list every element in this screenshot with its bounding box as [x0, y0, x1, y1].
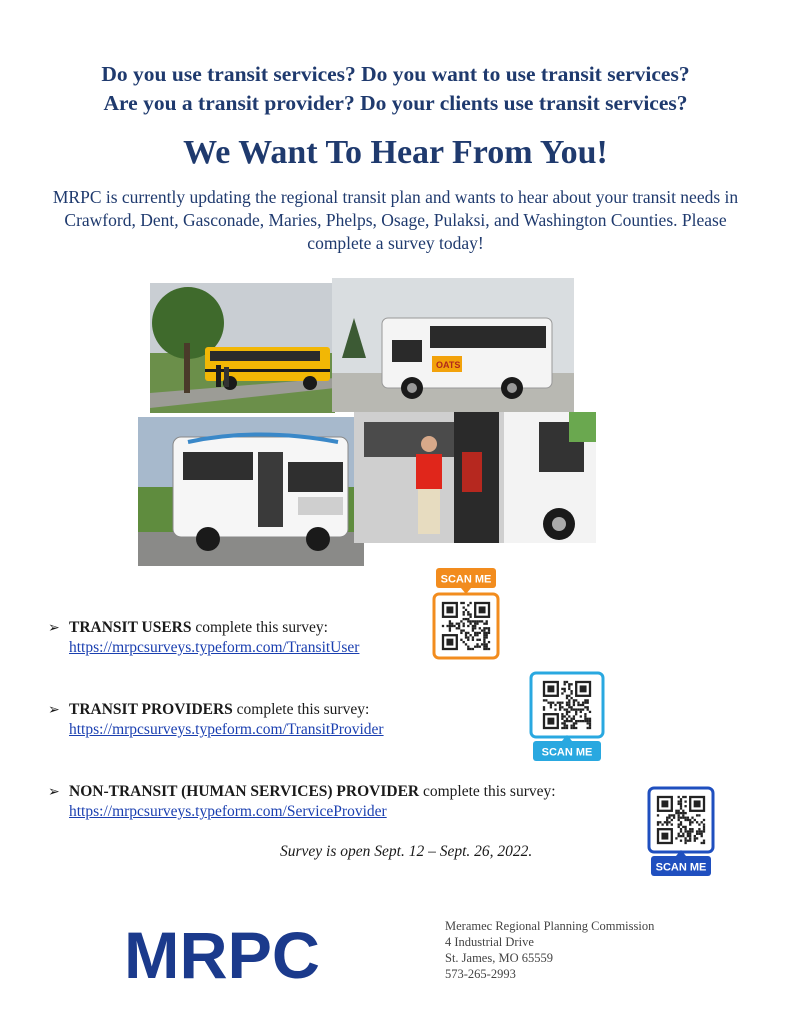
org-name: Meramec Regional Planning Commission [445, 919, 655, 933]
arrow-bullet-icon: ➢ [48, 702, 60, 718]
survey-item-transit-users [48, 618, 428, 660]
qr-code-transit-users[interactable] [432, 566, 500, 660]
phone-number: 573-265-2993 [445, 967, 516, 981]
survey-item-non-transit-provider [48, 782, 648, 824]
survey-item-transit-providers [48, 700, 468, 742]
arrow-bullet-icon: ➢ [48, 784, 60, 800]
transit-user-survey-link[interactable]: https://mrpcsurveys.typeform.com/TransitUser [69, 639, 360, 656]
oats-bus-photo [332, 278, 574, 412]
qr-code-service-provider[interactable] [647, 786, 715, 880]
survey-label-non-transit-provider: NON-TRANSIT (HUMAN SERVICES) PROVIDER complete this survey: [69, 783, 556, 800]
page-title: We Want To Hear From You! [183, 134, 608, 171]
survey-label-transit-users: TRANSIT USERS complete this survey: [69, 619, 328, 636]
intro-paragraph: MRPC is currently updating the regional transit plan and wants to hear about your transit needs in Crawford, Dent, Gasconade, Maries, Phelps, Osage, Pulaksi, and Washington Counties. Please complete a survey today! [52, 187, 739, 253]
scan-me-label: SCAN ME [440, 573, 492, 586]
scan-me-label: SCAN ME [655, 861, 707, 874]
survey-dates: Survey is open Sept. 12 – Sept. 26, 2022. [280, 843, 533, 860]
question-line-2: Are you a transit provider? Do your clients use transit services? [103, 91, 688, 115]
question-line-1: Do you use transit services? Do you want to use transit services? [101, 62, 690, 86]
transit-provider-survey-link[interactable]: https://mrpcsurveys.typeform.com/TransitProvider [69, 721, 384, 738]
boarding-bus-photo [354, 412, 596, 543]
arrow-bullet-icon: ➢ [48, 620, 60, 636]
school-bus-photo [150, 283, 335, 413]
survey-label-transit-providers: TRANSIT PROVIDERS complete this survey: [69, 701, 370, 718]
qr-code-transit-providers[interactable] [529, 671, 605, 765]
city-state-zip: St. James, MO 65559 [445, 951, 553, 965]
mrpc-logo [124, 928, 320, 980]
scan-me-label: SCAN ME [541, 746, 593, 759]
service-provider-survey-link[interactable]: https://mrpcsurveys.typeform.com/ServiceProvider [69, 803, 387, 820]
shuttle-bus-photo [138, 417, 364, 566]
contact-address [445, 918, 654, 982]
oats-sign: OATS [436, 360, 461, 370]
svg-text:MRPC: MRPC [124, 928, 320, 980]
street-address: 4 Industrial Drive [445, 935, 534, 949]
